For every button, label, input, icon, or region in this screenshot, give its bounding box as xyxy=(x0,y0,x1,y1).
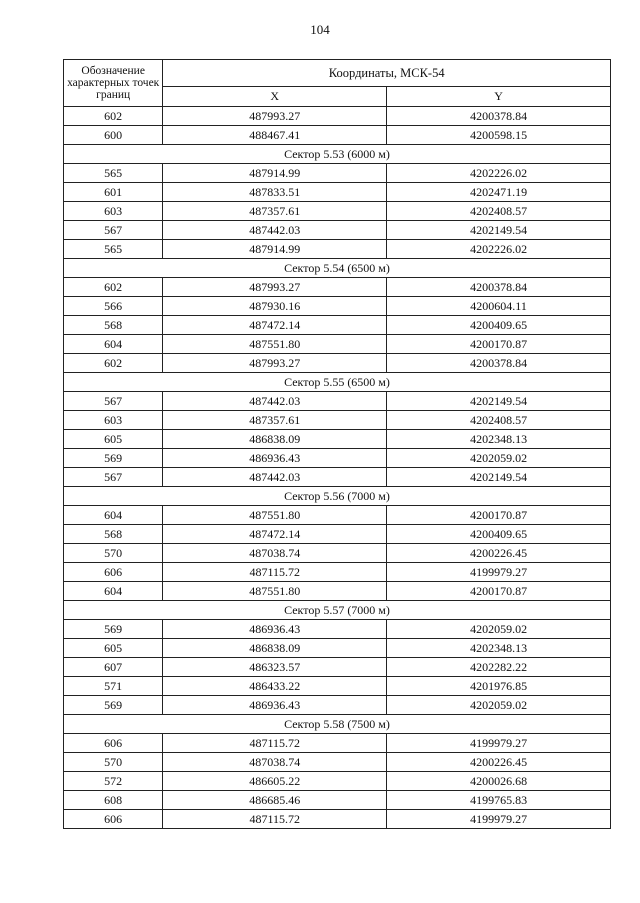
point-cell: 602 xyxy=(64,278,163,297)
y-cell: 4202059.02 xyxy=(387,696,611,715)
sector-row xyxy=(64,715,611,734)
y-cell: 4199979.27 xyxy=(387,810,611,829)
y-cell: 4202149.54 xyxy=(387,221,611,240)
table-row xyxy=(64,278,611,297)
y-cell: 4202149.54 xyxy=(387,392,611,411)
x-column-header: X xyxy=(163,87,387,107)
point-cell: 603 xyxy=(64,411,163,430)
sector-title: Сектор 5.57 (7000 м) xyxy=(64,601,611,620)
table-row xyxy=(64,164,611,183)
y-cell: 4199765.83 xyxy=(387,791,611,810)
table-row xyxy=(64,183,611,202)
table-row xyxy=(64,107,611,126)
y-cell: 4202348.13 xyxy=(387,430,611,449)
x-cell: 487442.03 xyxy=(163,221,387,240)
y-cell: 4200226.45 xyxy=(387,753,611,772)
point-cell: 605 xyxy=(64,639,163,658)
page-number: 104 xyxy=(310,22,330,37)
y-cell: 4202059.02 xyxy=(387,620,611,639)
y-cell: 4200409.65 xyxy=(387,525,611,544)
y-cell: 4199979.27 xyxy=(387,734,611,753)
table-row xyxy=(64,221,611,240)
table-row xyxy=(64,544,611,563)
y-cell: 4200170.87 xyxy=(387,335,611,354)
x-cell: 487914.99 xyxy=(163,164,387,183)
table-row xyxy=(64,620,611,639)
x-cell: 486936.43 xyxy=(163,696,387,715)
table-row xyxy=(64,202,611,221)
x-cell: 487993.27 xyxy=(163,107,387,126)
point-cell: 605 xyxy=(64,430,163,449)
point-cell: 603 xyxy=(64,202,163,221)
table-row xyxy=(64,449,611,468)
y-cell: 4201976.85 xyxy=(387,677,611,696)
y-cell: 4200378.84 xyxy=(387,354,611,373)
x-cell: 486838.09 xyxy=(163,430,387,449)
y-cell: 4202408.57 xyxy=(387,202,611,221)
point-cell: 568 xyxy=(64,525,163,544)
point-designation-header: Обозначение характерных точек границ xyxy=(64,60,163,107)
x-cell: 488467.41 xyxy=(163,126,387,145)
point-cell: 600 xyxy=(64,126,163,145)
y-cell: 4202149.54 xyxy=(387,468,611,487)
table-row xyxy=(64,468,611,487)
x-cell: 486605.22 xyxy=(163,772,387,791)
sector-row xyxy=(64,487,611,506)
point-cell: 604 xyxy=(64,335,163,354)
point-cell: 604 xyxy=(64,506,163,525)
table-row xyxy=(64,791,611,810)
point-cell: 567 xyxy=(64,468,163,487)
x-cell: 487551.80 xyxy=(163,582,387,601)
point-cell: 602 xyxy=(64,107,163,126)
y-cell: 4200604.11 xyxy=(387,297,611,316)
y-cell: 4200409.65 xyxy=(387,316,611,335)
y-cell: 4202059.02 xyxy=(387,449,611,468)
table-row xyxy=(64,696,611,715)
table-row xyxy=(64,639,611,658)
y-cell: 4202226.02 xyxy=(387,240,611,259)
point-cell: 604 xyxy=(64,582,163,601)
point-cell: 606 xyxy=(64,563,163,582)
point-cell: 601 xyxy=(64,183,163,202)
coordinates-table xyxy=(63,59,611,829)
x-cell: 487115.72 xyxy=(163,810,387,829)
table-row xyxy=(64,126,611,145)
table-body xyxy=(64,107,611,829)
sector-title: Сектор 5.53 (6000 м) xyxy=(64,145,611,164)
y-cell: 4200226.45 xyxy=(387,544,611,563)
x-cell: 487115.72 xyxy=(163,734,387,753)
x-cell: 486323.57 xyxy=(163,658,387,677)
y-cell: 4202282.22 xyxy=(387,658,611,677)
table-row xyxy=(64,430,611,449)
y-column-header: Y xyxy=(387,87,611,107)
point-cell: 606 xyxy=(64,734,163,753)
point-cell: 566 xyxy=(64,297,163,316)
point-cell: 569 xyxy=(64,620,163,639)
table-row xyxy=(64,335,611,354)
x-cell: 487833.51 xyxy=(163,183,387,202)
coordinates-header: Координаты, МСК-54 xyxy=(163,60,611,87)
point-cell: 567 xyxy=(64,221,163,240)
sector-row xyxy=(64,145,611,164)
sector-row xyxy=(64,373,611,392)
point-cell: 569 xyxy=(64,449,163,468)
point-cell: 568 xyxy=(64,316,163,335)
x-cell: 486936.43 xyxy=(163,449,387,468)
table-row xyxy=(64,563,611,582)
y-cell: 4200378.84 xyxy=(387,107,611,126)
y-cell: 4202348.13 xyxy=(387,639,611,658)
x-cell: 487115.72 xyxy=(163,563,387,582)
table-row xyxy=(64,297,611,316)
table-row xyxy=(64,240,611,259)
x-cell: 487993.27 xyxy=(163,354,387,373)
table-row xyxy=(64,582,611,601)
x-cell: 487993.27 xyxy=(163,278,387,297)
x-cell: 486936.43 xyxy=(163,620,387,639)
y-cell: 4200026.68 xyxy=(387,772,611,791)
sector-row xyxy=(64,601,611,620)
y-cell: 4199979.27 xyxy=(387,563,611,582)
x-cell: 487930.16 xyxy=(163,297,387,316)
table-row xyxy=(64,677,611,696)
x-cell: 487551.80 xyxy=(163,506,387,525)
point-cell: 571 xyxy=(64,677,163,696)
sector-title: Сектор 5.55 (6500 м) xyxy=(64,373,611,392)
x-cell: 486838.09 xyxy=(163,639,387,658)
point-cell: 570 xyxy=(64,753,163,772)
sector-title: Сектор 5.58 (7500 м) xyxy=(64,715,611,734)
table-row xyxy=(64,810,611,829)
table-row xyxy=(64,734,611,753)
point-cell: 565 xyxy=(64,164,163,183)
x-cell: 487038.74 xyxy=(163,544,387,563)
y-cell: 4202226.02 xyxy=(387,164,611,183)
point-cell: 567 xyxy=(64,392,163,411)
table-row xyxy=(64,316,611,335)
y-cell: 4200170.87 xyxy=(387,506,611,525)
x-cell: 487472.14 xyxy=(163,316,387,335)
y-cell: 4200378.84 xyxy=(387,278,611,297)
point-cell: 569 xyxy=(64,696,163,715)
table-row xyxy=(64,753,611,772)
point-cell: 608 xyxy=(64,791,163,810)
table-row xyxy=(64,506,611,525)
point-cell: 607 xyxy=(64,658,163,677)
table-row xyxy=(64,525,611,544)
point-cell: 570 xyxy=(64,544,163,563)
x-cell: 487038.74 xyxy=(163,753,387,772)
y-cell: 4200170.87 xyxy=(387,582,611,601)
x-cell: 487357.61 xyxy=(163,411,387,430)
table-row xyxy=(64,658,611,677)
point-cell: 572 xyxy=(64,772,163,791)
table-row xyxy=(64,354,611,373)
x-cell: 486685.46 xyxy=(163,791,387,810)
sector-title: Сектор 5.56 (7000 м) xyxy=(64,487,611,506)
sector-row xyxy=(64,259,611,278)
sector-title: Сектор 5.54 (6500 м) xyxy=(64,259,611,278)
x-cell: 487914.99 xyxy=(163,240,387,259)
x-cell: 487442.03 xyxy=(163,392,387,411)
x-cell: 487357.61 xyxy=(163,202,387,221)
y-cell: 4202471.19 xyxy=(387,183,611,202)
point-cell: 606 xyxy=(64,810,163,829)
table-row xyxy=(64,392,611,411)
table-row xyxy=(64,772,611,791)
x-cell: 487442.03 xyxy=(163,468,387,487)
x-cell: 487551.80 xyxy=(163,335,387,354)
x-cell: 486433.22 xyxy=(163,677,387,696)
table-header xyxy=(64,60,611,107)
point-cell: 565 xyxy=(64,240,163,259)
point-cell: 602 xyxy=(64,354,163,373)
x-cell: 487472.14 xyxy=(163,525,387,544)
y-cell: 4202408.57 xyxy=(387,411,611,430)
table-row xyxy=(64,411,611,430)
y-cell: 4200598.15 xyxy=(387,126,611,145)
